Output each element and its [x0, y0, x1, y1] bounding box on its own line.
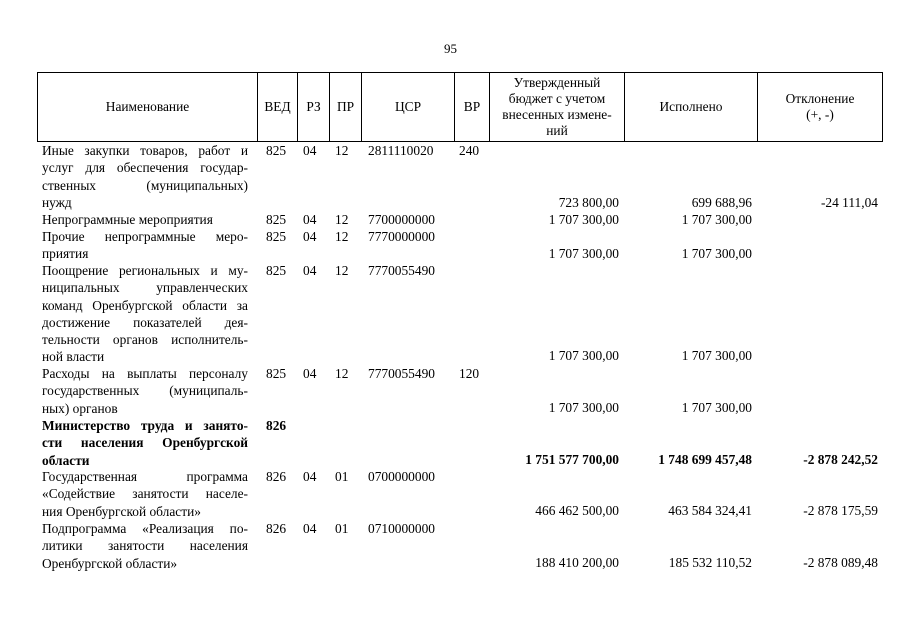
header-approved-line: ний — [546, 123, 568, 138]
row-executed: 1 707 300,00 — [681, 246, 752, 261]
row-name-line: Расходы на выплаты персоналу — [42, 366, 248, 381]
row-csr: 0700000000 — [368, 469, 435, 484]
row-name-line: Оренбургской области» — [42, 555, 178, 571]
row-name — [42, 262, 248, 366]
header-vr — [454, 72, 489, 142]
header-rz-label: РЗ — [306, 99, 321, 114]
row-name-line: области — [42, 452, 90, 468]
row-csr: 7770055490 — [368, 263, 435, 278]
row-approved: 1 707 300,00 — [548, 212, 619, 227]
row-approved: 1 751 577 700,00 — [525, 452, 619, 467]
header-deviation-line: Отклонение — [785, 91, 855, 106]
row-ved: 825 — [266, 229, 287, 244]
row-name — [42, 142, 248, 211]
header-approved-line: Утвержденный — [513, 75, 601, 90]
row-name — [42, 520, 248, 572]
row-pr: 12 — [335, 263, 349, 278]
row-deviation: -2 878 089,48 — [803, 555, 878, 570]
row-executed: 1 707 300,00 — [681, 400, 752, 415]
page-number: 95 — [444, 41, 457, 56]
row-approved: 723 800,00 — [558, 195, 619, 210]
row-deviation: -24 111,04 — [820, 195, 878, 210]
row-name-line: государственных (муниципаль- — [42, 383, 248, 399]
row-csr: 7700000000 — [368, 212, 435, 227]
row-rz: 04 — [303, 229, 317, 244]
row-name-line: услуг для обеспечения государ- — [42, 160, 248, 176]
row-ved: 826 — [266, 418, 287, 433]
header-approved-line: внесенных измене- — [502, 107, 612, 122]
row-ved: 826 — [266, 521, 287, 536]
row-csr: 2811110020 — [368, 143, 434, 158]
row-pr: 01 — [335, 469, 349, 484]
header-deviation — [757, 72, 883, 142]
row-rz: 04 — [303, 521, 317, 536]
row-name-line: Министерство труда и занято- — [42, 418, 248, 433]
row-rz: 04 — [303, 212, 317, 227]
row-ved: 825 — [266, 263, 287, 278]
row-name-line: Поощрение региональных и му- — [42, 263, 248, 278]
row-rz: 04 — [303, 366, 317, 381]
row-executed: 1 707 300,00 — [681, 212, 752, 227]
header-ved — [257, 72, 297, 142]
row-ved: 825 — [266, 366, 287, 381]
row-name — [42, 228, 248, 263]
row-name — [42, 211, 248, 228]
row-name — [42, 365, 248, 417]
row-name-line: литики занятости населения — [42, 538, 248, 554]
header-vr-label: ВР — [463, 99, 481, 114]
row-pr: 12 — [335, 366, 349, 381]
header-deviation-line: (+, -) — [806, 107, 834, 122]
row-pr: 12 — [335, 143, 349, 158]
row-csr: 7770000000 — [368, 229, 435, 244]
row-approved: 466 462 500,00 — [535, 503, 619, 518]
row-pr: 01 — [335, 521, 349, 536]
header-name-label: Наименование — [105, 99, 190, 114]
row-approved: 1 707 300,00 — [548, 348, 619, 363]
row-deviation: -2 878 242,52 — [803, 452, 878, 467]
row-approved: 1 707 300,00 — [548, 246, 619, 261]
row-name-line: ной власти — [42, 349, 105, 365]
row-ved: 825 — [266, 143, 287, 158]
header-name — [37, 72, 257, 142]
header-csr — [361, 72, 454, 142]
row-ved: 825 — [266, 212, 287, 227]
row-ved: 826 — [266, 469, 287, 484]
row-name — [42, 417, 248, 469]
row-executed: 463 584 324,41 — [668, 503, 752, 518]
header-pr-label: ПР — [336, 99, 355, 114]
row-name-line: ных) органов — [42, 400, 118, 416]
row-vr: 240 — [459, 143, 480, 158]
header-approved — [489, 72, 624, 142]
row-executed: 1 707 300,00 — [681, 348, 752, 363]
row-rz: 04 — [303, 469, 317, 484]
row-name-line: ния Оренбургской области» — [42, 503, 201, 519]
row-name-line: Государственная программа — [42, 469, 248, 484]
row-vr: 120 — [459, 366, 480, 381]
row-name-line: «Содействие занятости населе- — [42, 486, 248, 502]
row-name-line: Иные закупки товаров, работ и — [42, 143, 248, 158]
header-csr-label: ЦСР — [394, 99, 422, 114]
row-name-line: приятия — [42, 246, 89, 262]
row-csr: 7770055490 — [368, 366, 435, 381]
row-approved: 1 707 300,00 — [548, 400, 619, 415]
row-deviation: -2 878 175,59 — [803, 503, 878, 518]
row-executed: 699 688,96 — [691, 195, 752, 210]
row-name-line: Прочие непрограммные меро- — [42, 229, 248, 244]
row-name-line: ственных (муниципальных) — [42, 177, 248, 193]
row-name-line: достижение показателей дея- — [42, 314, 248, 330]
header-executed-label: Исполнено — [659, 99, 723, 114]
header-executed — [624, 72, 757, 142]
header-ved-label: ВЕД — [264, 99, 291, 114]
row-name-line: тельности органов исполнитель- — [42, 332, 248, 348]
row-pr: 12 — [335, 229, 349, 244]
row-name-line: нужд — [42, 194, 72, 210]
row-executed: 1 748 699 457,48 — [658, 452, 752, 467]
row-rz: 04 — [303, 143, 317, 158]
row-approved: 188 410 200,00 — [535, 555, 619, 570]
row-rz: 04 — [303, 263, 317, 278]
row-name-line: команд Оренбургской области за — [42, 297, 248, 313]
header-pr — [329, 72, 361, 142]
row-name — [42, 468, 248, 520]
row-name-line: сти населения Оренбургской — [42, 435, 248, 451]
row-executed: 185 532 110,52 — [668, 555, 752, 570]
header-approved-line: бюджет с учетом — [508, 91, 606, 106]
header-rz — [297, 72, 329, 142]
row-name-line: Непрограммные мероприятия — [42, 212, 213, 227]
row-name-line: Подпрограмма «Реализация по- — [42, 521, 248, 536]
row-name-line: ниципальных управленческих — [42, 280, 248, 296]
row-pr: 12 — [335, 212, 349, 227]
row-csr: 0710000000 — [368, 521, 435, 536]
